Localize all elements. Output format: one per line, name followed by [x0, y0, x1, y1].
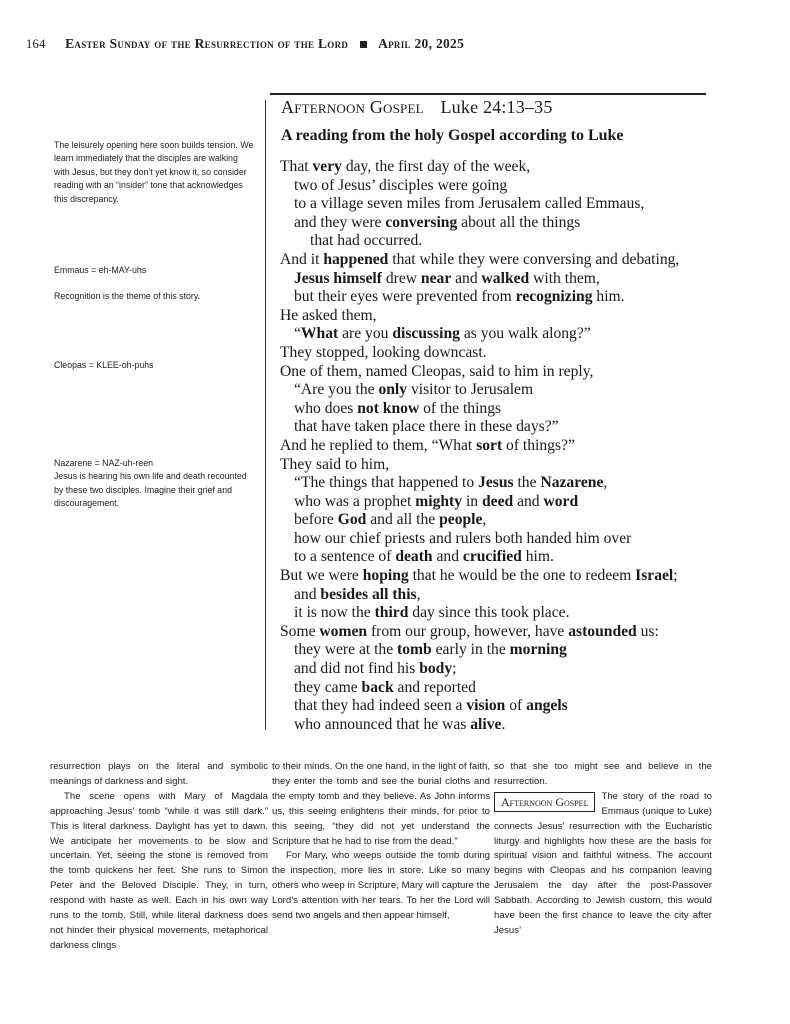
emphasized-word: near	[420, 269, 452, 287]
gospel-text	[280, 158, 720, 734]
verse-text: They stopped, looking downcast.	[280, 343, 487, 361]
verse-text: about all the things	[457, 213, 581, 231]
verse-line	[280, 418, 720, 437]
emphasized-word: hoping	[362, 567, 409, 585]
emphasized-word: women	[319, 622, 368, 640]
verse-line	[280, 660, 720, 679]
commentary-paragraph: For Mary, who weeps outside the tomb during the inspection, more lies in store. Like so many others who weep in Scripture, Mary will capture the Lord’s attention with her tears. To her the Lord will send two angels and then appear himself,	[272, 850, 490, 922]
commentary-paragraph: The scene opens with Mary of Magdala approaching Jesus’ tomb “while it was still dark.” This is literal darkness. Daylight has yet to dawn. We anticipate her movements to be slow and uncertain. Yet, seeing the stone is removed from the tomb quickens her feet. She runs to Simon Peter and the Beloved Disciple. They, in turn, respond with haste as well. Each in his own way runs to the tomb. Still, while literal darkness does not hinder their physical movements, metaphorical darkness clings	[50, 790, 268, 951]
emphasized-word: Israel	[635, 567, 674, 585]
verse-text: who does	[294, 399, 358, 417]
verse-text: “Are you the	[294, 381, 379, 399]
emphasized-word: God	[337, 511, 367, 529]
page-header	[26, 36, 726, 52]
verse-line	[280, 697, 720, 716]
verse-text: ;	[673, 567, 678, 585]
verse-text: and	[432, 548, 463, 566]
running-date: April 20, 2025	[378, 36, 465, 51]
verse-text: and	[294, 585, 321, 603]
verse-line	[280, 604, 720, 623]
emphasized-word: only	[378, 381, 408, 399]
verse-text: One of them, named Cleopas, said to him in reply,	[280, 362, 594, 380]
verse-line	[280, 325, 720, 344]
verse-text: but their eyes were prevented from	[294, 288, 516, 306]
verse-text: him.	[592, 288, 625, 306]
afternoon-gospel-box: Afternoon Gospel	[494, 792, 595, 812]
verse-line	[280, 548, 720, 567]
verse-text: and	[451, 269, 482, 287]
verse-text: “	[294, 325, 301, 343]
verse-line	[280, 344, 720, 363]
emphasized-word: tomb	[397, 641, 432, 659]
emphasized-word: third	[374, 604, 409, 622]
margin-note-opening: The leisurely opening here soon builds tension. We learn immediately that the disciples are walking with Jesus, but they don’t yet know it, so consider reading with an “insider” tone that acknowledges this discrepancy.	[54, 140, 254, 204]
emphasized-word: crucified	[462, 548, 522, 566]
verse-text: that had occurred.	[310, 232, 423, 250]
verse-line	[280, 586, 720, 605]
commentary-column-1	[50, 760, 268, 954]
verse-text: of	[505, 697, 527, 715]
verse-text: they were at the	[294, 641, 398, 659]
verse-text: early in the	[431, 641, 510, 659]
verse-text: day, the first day of the week,	[341, 158, 531, 175]
verse-text: that while they were conversing and debating,	[388, 250, 680, 268]
verse-text: and they were	[294, 213, 386, 231]
verse-text: to a village seven miles from Jerusalem called Emmaus,	[294, 195, 645, 213]
verse-line	[280, 400, 720, 419]
emphasized-word: back	[361, 678, 394, 696]
verse-line	[280, 214, 720, 233]
verse-line	[280, 641, 720, 660]
verse-line	[280, 716, 720, 735]
verse-text: and reported	[393, 678, 476, 696]
verse-text: who announced that he was	[294, 715, 471, 733]
verse-text: ,	[416, 585, 421, 603]
margin-note-nazarene	[54, 457, 254, 511]
gospel-label: Afternoon Gospel	[281, 97, 424, 117]
verse-text: of the things	[419, 399, 502, 417]
verse-text: visitor to Jerusalem	[407, 381, 534, 399]
verse-line	[280, 511, 720, 530]
commentary-column-3	[494, 760, 712, 939]
emphasized-word: What	[300, 325, 339, 343]
page-number: 164	[26, 37, 46, 51]
nazarene-note: Jesus is hearing his own life and death recounted by these two disciples. Imagine their grief and discouragement.	[54, 471, 247, 509]
column-divider	[265, 100, 266, 730]
emphasized-word: conversing	[385, 213, 458, 231]
verse-text: that have taken place there in these days?”	[294, 418, 559, 436]
verse-line	[280, 251, 720, 270]
verse-line	[280, 437, 720, 456]
verse-line	[280, 195, 720, 214]
verse-text: that he would be the one to redeem	[408, 567, 636, 585]
commentary-text: The story of the road to Emmaus (unique to Luke) connects Jesus’ resurrection with the Eucharistic liturgy and highlights how these are the basis for spiritual vision and faithful witness. The account begins with Cleopas and his companion leaving Jerusalem the day after the post-Passover Sabbath. According to Jewish custom, this would have been the first chance to leave the city after Jesus’	[494, 790, 712, 936]
emphasized-word: word	[543, 492, 579, 510]
verse-text: That	[280, 158, 313, 175]
verse-line	[280, 567, 720, 586]
emphasized-word: walked	[481, 269, 530, 287]
reading-title: A reading from the holy Gospel according to Luke	[281, 127, 624, 144]
margin-note-emmaus: Emmaus = eh-MAY-uhs	[54, 265, 147, 275]
verse-text: before	[294, 511, 338, 529]
gospel-heading	[281, 97, 553, 118]
emphasized-word: people	[439, 511, 483, 529]
emphasized-word: not know	[357, 399, 420, 417]
verse-line	[280, 474, 720, 493]
verse-text: they came	[294, 678, 362, 696]
emphasized-word: besides all this	[320, 585, 417, 603]
verse-text: And it	[280, 250, 324, 268]
emphasized-word: sort	[476, 436, 503, 454]
commentary-paragraph: to their minds. On the one hand, in the light of faith, they enter the tomb and see the burial cloths and the empty tomb and they believe. As John informs us, this seeing enlightens their minds, for prior to this seeing, “they did not yet understand the Scripture that he had to rise from the dead.”	[272, 761, 490, 847]
verse-text: Some	[280, 622, 320, 640]
commentary-paragraph: so that she too might see and believe in the resurrection.	[494, 761, 712, 787]
verse-text: drew	[381, 269, 421, 287]
commentary-paragraph: resurrection plays on the literal and symbolic meanings of darkness and sight.	[50, 761, 268, 787]
emphasized-word: recognizing	[515, 288, 593, 306]
verse-text: who was a prophet	[294, 492, 416, 510]
commentary-paragraph	[494, 790, 712, 939]
emphasized-word: Jesus	[478, 474, 514, 492]
verse-text: with them,	[529, 269, 600, 287]
emphasized-word: Jesus himself	[294, 269, 382, 287]
verse-text: to a sentence of	[294, 548, 396, 566]
verse-line	[280, 679, 720, 698]
margin-note-recognition: Recognition is the theme of this story.	[54, 291, 201, 301]
verse-line	[280, 270, 720, 289]
verse-text: are you	[338, 325, 393, 343]
verse-text: the	[513, 474, 541, 492]
verse-text: and did not find his	[294, 660, 420, 678]
verse-line	[280, 177, 720, 196]
verse-text: two of Jesus’ disciples were going	[294, 176, 508, 194]
emphasized-word: deed	[481, 492, 514, 510]
verse-text: day since this took place.	[408, 604, 570, 622]
verse-line	[280, 456, 720, 475]
verse-line	[280, 363, 720, 382]
margin-note-cleopas: Cleopas = KLEE-oh-puhs	[54, 360, 154, 370]
emphasized-word: morning	[509, 641, 567, 659]
emphasized-word: vision	[466, 697, 506, 715]
top-rule	[270, 93, 706, 95]
emphasized-word: astounded	[568, 622, 637, 640]
running-title: Easter Sunday of the Resurrection of the Lord	[65, 36, 349, 51]
verse-text: in	[462, 492, 482, 510]
emphasized-word: very	[312, 158, 342, 175]
emphasized-word: Nazarene	[540, 474, 604, 492]
verse-line	[280, 493, 720, 512]
verse-line	[280, 530, 720, 549]
emphasized-word: body	[419, 660, 453, 678]
verse-text: They said to him,	[280, 455, 390, 473]
verse-text: “The things that happened to	[294, 474, 479, 492]
emphasized-word: angels	[526, 697, 568, 715]
verse-text: He asked them,	[280, 306, 377, 324]
verse-text: how our chief priests and rulers both handed him over	[294, 529, 632, 547]
verse-line	[280, 288, 720, 307]
verse-text: and	[513, 492, 544, 510]
verse-text: it is now the	[294, 604, 375, 622]
emphasized-word: alive	[470, 715, 502, 733]
square-bullet-icon	[360, 41, 367, 48]
commentary-column-2	[272, 760, 490, 924]
verse-line	[280, 623, 720, 642]
verse-text: of things?”	[502, 436, 575, 454]
verse-text: him.	[521, 548, 554, 566]
emphasized-word: happened	[323, 250, 389, 268]
gospel-reference: Luke 24:13–35	[440, 97, 553, 117]
verse-text: that they had indeed seen a	[294, 697, 467, 715]
emphasized-word: discussing	[392, 325, 460, 343]
verse-text: ,	[482, 511, 487, 529]
verse-text: ,	[603, 474, 608, 492]
verse-line	[280, 381, 720, 400]
verse-line	[280, 307, 720, 326]
emphasized-word: mighty	[415, 492, 463, 510]
verse-text: as you walk along?”	[459, 325, 591, 343]
verse-line	[280, 158, 720, 177]
verse-text: ;	[452, 660, 457, 678]
verse-line	[280, 232, 720, 251]
verse-text: from our group, however, have	[367, 622, 569, 640]
verse-text: And he replied to them, “What	[280, 436, 477, 454]
verse-text: us:	[636, 622, 659, 640]
nazarene-pronunciation: Nazarene = NAZ-uh-reen	[54, 458, 154, 468]
emphasized-word: death	[395, 548, 433, 566]
verse-text: and all the	[366, 511, 440, 529]
verse-text: .	[501, 715, 506, 733]
verse-text: But we were	[280, 567, 363, 585]
